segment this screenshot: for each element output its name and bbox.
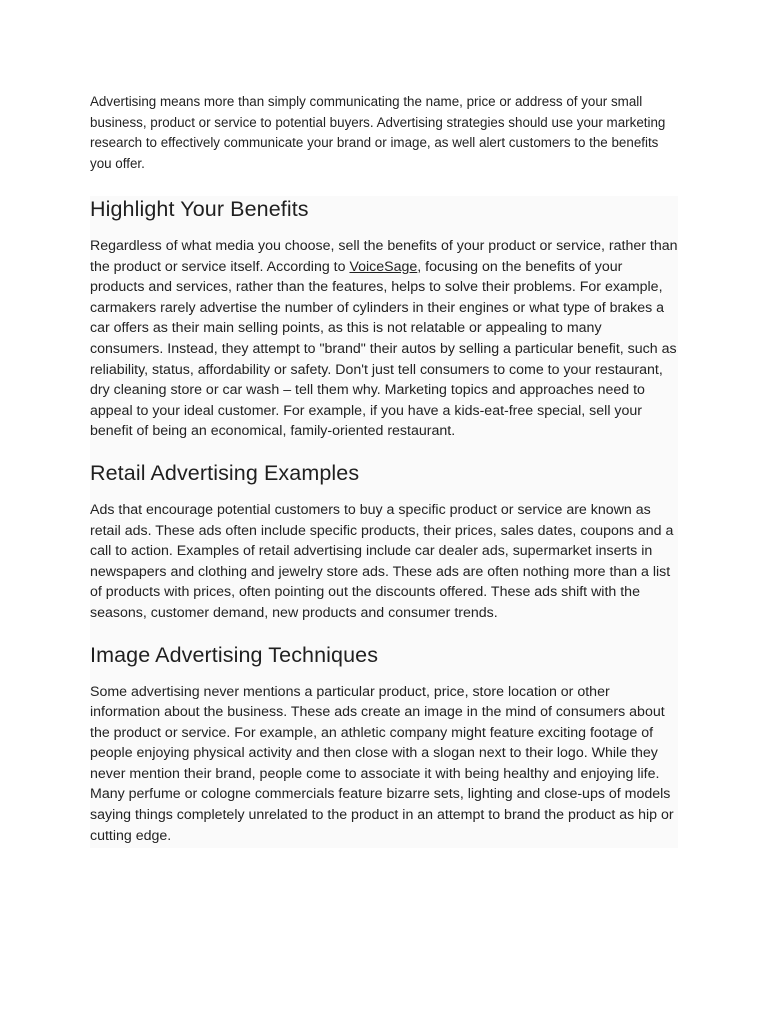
section-paragraph: Some advertising never mentions a particular product, price, store location or other information about the business. These ads create an image in the mind of consumers about the product or service. For example, an athletic company might feature exciting footage of people enjoying physical activity and then close with a slogan next to their logo. While they never mention their brand, people come to associate it with being healthy and enjoying life. Many perfume or cologne commercials feature bizarre sets, lighting and close-ups of models saying things completely unrelated to the product in an attempt to brand the product as hip or cutting edge. xyxy=(90,683,674,844)
voicesage-link[interactable]: VoiceSage xyxy=(349,258,418,275)
section-paragraph: Ads that encourage potential customers to buy a specific product or service are known as retail ads. These ads often include specific products, their prices, sales dates, coupons and a call to action. Examples of retail advertising include car dealer ads, supermarket inserts in newspapers and clothing and jewelry store ads. These ads are often nothing more than a list of products with prices, often pointing out the discounts offered. These ads shift with the seasons, customer demand, new products and consumer trends. xyxy=(90,501,674,621)
section-image-advertising xyxy=(90,642,678,847)
document-page xyxy=(90,92,678,848)
section-paragraph xyxy=(90,236,678,442)
section-retail-advertising xyxy=(90,460,678,624)
paragraph-text: Regardless of what media you choose, sell the benefits of your product or service, rather than the product or service itself. According to xyxy=(90,238,678,275)
section-heading: Highlight Your Benefits xyxy=(90,197,309,221)
paragraph-text: , focusing on the benefits of your products and services, rather than the features, helps to solve their problems. For example, carmakers rarely advertise the number of cylinders in their engines or what type of brakes a car offers as their main selling points, as this is not relatable or appealing to many consumers. Instead, they attempt to "brand" their autos by selling a particular benefit, such as reliability, status, affordability or safety. Don't just tell consumers to come to your restaurant, dry cleaning store or car wash – tell them why. Marketing topics and approaches need to appeal to your ideal customer. For example, if you have a kids-eat-free special, sell your benefit of being an economical, family-oriented restaurant. xyxy=(90,258,677,440)
article-content xyxy=(90,196,678,848)
section-heading: Retail Advertising Examples xyxy=(90,460,360,485)
intro-paragraph: Advertising means more than simply communicating the name, price or address of your small business, product or service to potential buyers. Advertising strategies should use your marketing research to effectively communicate your brand or image, as well alert customers to the benefits you offer. xyxy=(90,94,666,171)
section-heading: Image Advertising Techniques xyxy=(90,642,379,667)
section-highlight-benefits xyxy=(90,196,678,442)
